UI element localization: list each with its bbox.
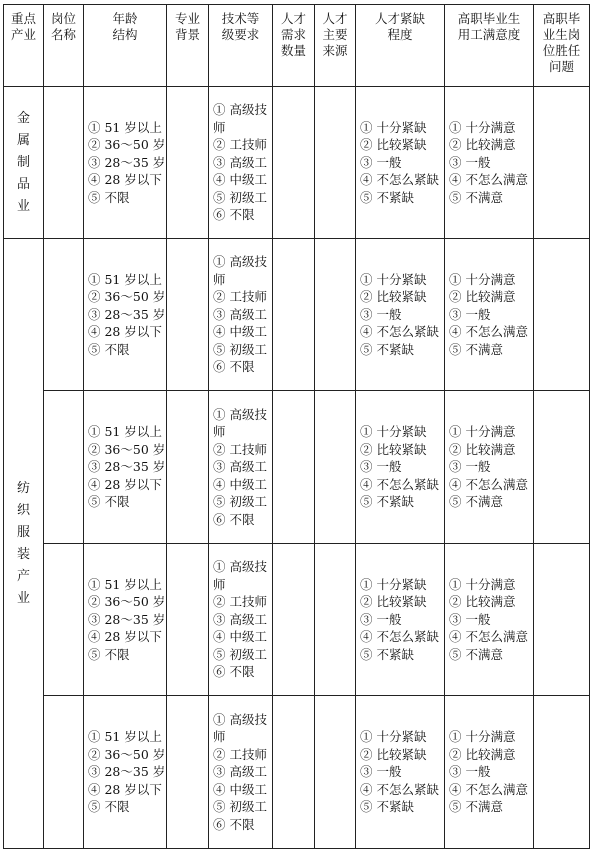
skill-options-option: ⑤ 初级工 (213, 494, 267, 510)
table-row (4, 239, 590, 391)
satisfaction-options-option: ③ 一般 (449, 611, 491, 627)
skill-options-option: ⑤ 初级工 (213, 189, 267, 205)
shortage-options (356, 544, 445, 696)
header-skill: 技术等 级要求 (209, 5, 273, 87)
shortage-options-option: ② 比较紧缺 (360, 137, 427, 153)
header-shortage: 人才紧缺 程度 (356, 5, 445, 87)
header-source: 人才 主要 来源 (315, 5, 356, 87)
skill-options-option: ① 高级技师 (213, 711, 267, 745)
age-options-option: ⑤ 不限 (88, 799, 130, 815)
skill-options-option: ③ 高级工 (213, 459, 267, 475)
age-options-option: ③ 28～35 岁 (88, 764, 166, 780)
shortage-options (356, 239, 445, 391)
major-cell (167, 544, 209, 696)
source-cell (315, 544, 356, 696)
satisfaction-options-option: ② 比较满意 (449, 137, 516, 153)
demand-cell (273, 544, 315, 696)
age-options-option: ② 36～50 岁 (88, 289, 166, 305)
age-options-option: ③ 28～35 岁 (88, 611, 166, 627)
skill-options-option: ② 工技师 (213, 441, 267, 457)
satisfaction-options-option: ① 十分满意 (449, 424, 516, 440)
demand-cell (273, 391, 315, 544)
industry-char: 品 (16, 176, 30, 192)
satisfaction-options-option: ③ 一般 (449, 764, 491, 780)
industry-char: 装 (16, 546, 30, 562)
satisfaction-options-option: ③ 一般 (449, 306, 491, 322)
industry-metal (4, 87, 44, 239)
industry-char: 业 (16, 198, 30, 214)
table-row (4, 87, 590, 239)
shortage-options-option: ① 十分紧缺 (360, 271, 427, 287)
skill-options-option: ① 高级技师 (213, 102, 267, 135)
shortage-options-option: ④ 不怎么紧缺 (360, 629, 439, 645)
age-options-option: ③ 28～35 岁 (88, 459, 166, 475)
shortage-options-option: ① 十分紧缺 (360, 119, 427, 135)
shortage-options-option: ④ 不怎么紧缺 (360, 324, 439, 340)
skill-options-option: ① 高级技师 (213, 406, 267, 440)
age-options (84, 391, 167, 544)
shortage-options-option: ② 比较紧缺 (360, 594, 427, 610)
satisfaction-options-option: ④ 不怎么满意 (449, 476, 528, 492)
satisfaction-options-option: ① 十分满意 (449, 119, 516, 135)
shortage-options-option: ② 比较紧缺 (360, 441, 427, 457)
major-cell (167, 87, 209, 239)
shortage-options-option: ⑤ 不紧缺 (360, 189, 414, 205)
industry-char: 属 (16, 132, 30, 148)
skill-options-option: ④ 中级工 (213, 781, 267, 797)
industry-char: 金 (16, 110, 30, 126)
shortage-options-option: ① 十分紧缺 (360, 576, 427, 592)
skill-options-option: ② 工技师 (213, 289, 267, 305)
header-industry: 重点 产业 (4, 5, 44, 87)
age-options-option: ⑤ 不限 (88, 341, 130, 357)
skill-options-option: ② 工技师 (213, 746, 267, 762)
age-options-option: ② 36～50 岁 (88, 441, 166, 457)
header-competence: 高职毕 业生岗 位胜任 问题 (534, 5, 590, 87)
skill-options-option: ⑥ 不限 (213, 207, 255, 223)
age-options-option: ③ 28～35 岁 (88, 306, 166, 322)
satisfaction-options-option: ① 十分满意 (449, 576, 516, 592)
competence-cell (534, 544, 590, 696)
position-cell (44, 391, 84, 544)
skill-options-option: ⑤ 初级工 (213, 799, 267, 815)
satisfaction-options-option: ⑤ 不满意 (449, 189, 503, 205)
shortage-options-option: ④ 不怎么紧缺 (360, 172, 439, 188)
position-cell (44, 239, 84, 391)
shortage-options-option: ⑤ 不紧缺 (360, 799, 414, 815)
header-major: 专业 背景 (167, 5, 209, 87)
satisfaction-options-option: ① 十分满意 (449, 729, 516, 745)
skill-options-option: ④ 中级工 (213, 324, 267, 340)
skill-options-option: ① 高级技师 (213, 559, 267, 592)
satisfaction-options-option: ① 十分满意 (449, 271, 516, 287)
satisfaction-options (445, 696, 534, 849)
skill-options-option: ⑤ 初级工 (213, 341, 267, 357)
age-options (84, 696, 167, 849)
skill-options-option: ⑥ 不限 (213, 511, 255, 527)
skill-options-option: ⑥ 不限 (213, 664, 255, 680)
age-options (84, 239, 167, 391)
table-row (4, 391, 590, 544)
satisfaction-options-option: ② 比较满意 (449, 441, 516, 457)
skill-options-option: ④ 中级工 (213, 476, 267, 492)
age-options-option: ④ 28 岁以下 (88, 781, 162, 797)
shortage-options (356, 696, 445, 849)
skill-options-option: ① 高级技师 (213, 254, 267, 287)
skill-options (209, 544, 273, 696)
major-cell (167, 696, 209, 849)
shortage-options (356, 87, 445, 239)
shortage-options-option: ① 十分紧缺 (360, 424, 427, 440)
satisfaction-options-option: ② 比较满意 (449, 594, 516, 610)
industry-char: 服 (16, 524, 30, 540)
age-options-option: ④ 28 岁以下 (88, 476, 162, 492)
age-options-option: ② 36～50 岁 (88, 746, 166, 762)
shortage-options-option: ④ 不怎么紧缺 (360, 781, 439, 797)
satisfaction-options-option: ⑤ 不满意 (449, 799, 503, 815)
header-age: 年龄 结构 (84, 5, 167, 87)
source-cell (315, 391, 356, 544)
satisfaction-options-option: ② 比较满意 (449, 289, 516, 305)
table-row (4, 544, 590, 696)
position-cell (44, 696, 84, 849)
header-satisfaction: 高职毕业生 用工满意度 (445, 5, 534, 87)
shortage-options-option: ④ 不怎么紧缺 (360, 476, 439, 492)
satisfaction-options-option: ④ 不怎么满意 (449, 629, 528, 645)
shortage-options-option: ② 比较紧缺 (360, 289, 427, 305)
skill-options-option: ② 工技师 (213, 137, 267, 153)
shortage-options-option: ③ 一般 (360, 459, 402, 475)
skill-options-option: ⑤ 初级工 (213, 646, 267, 662)
age-options-option: ① 51 岁以上 (88, 119, 162, 135)
age-options-option: ⑤ 不限 (88, 646, 130, 662)
demand-cell (273, 239, 315, 391)
age-options-option: ④ 28 岁以下 (88, 172, 162, 188)
shortage-options (356, 391, 445, 544)
age-options-option: ⑤ 不限 (88, 494, 130, 510)
age-options-option: ① 51 岁以上 (88, 424, 162, 440)
satisfaction-options-option: ③ 一般 (449, 459, 491, 475)
shortage-options-option: ① 十分紧缺 (360, 729, 427, 745)
skill-options (209, 391, 273, 544)
shortage-options-option: ⑤ 不紧缺 (360, 494, 414, 510)
industry-char: 制 (16, 154, 30, 170)
skill-options-option: ③ 高级工 (213, 306, 267, 322)
competence-cell (534, 696, 590, 849)
skill-options-option: ③ 高级工 (213, 764, 267, 780)
age-options (84, 87, 167, 239)
age-options-option: ③ 28～35 岁 (88, 154, 166, 170)
age-options-option: ② 36～50 岁 (88, 137, 166, 153)
shortage-options-option: ③ 一般 (360, 306, 402, 322)
source-cell (315, 696, 356, 849)
source-cell (315, 239, 356, 391)
competence-cell (534, 239, 590, 391)
satisfaction-options (445, 239, 534, 391)
skill-options (209, 696, 273, 849)
competence-cell (534, 391, 590, 544)
industry-char: 业 (16, 590, 30, 606)
skill-options-option: ③ 高级工 (213, 154, 267, 170)
age-options-option: ① 51 岁以上 (88, 271, 162, 287)
satisfaction-options-option: ④ 不怎么满意 (449, 781, 528, 797)
satisfaction-options-option: ④ 不怎么满意 (449, 324, 528, 340)
age-options (84, 544, 167, 696)
industry-char: 纺 (16, 480, 30, 496)
satisfaction-options-option: ⑤ 不满意 (449, 494, 503, 510)
satisfaction-options-option: ⑤ 不满意 (449, 646, 503, 662)
skill-options (209, 239, 273, 391)
shortage-options-option: ② 比较紧缺 (360, 746, 427, 762)
shortage-options-option: ③ 一般 (360, 611, 402, 627)
satisfaction-options-option: ⑤ 不满意 (449, 341, 503, 357)
header-position: 岗位 名称 (44, 5, 84, 87)
satisfaction-options-option: ④ 不怎么满意 (449, 172, 528, 188)
skill-options-option: ④ 中级工 (213, 629, 267, 645)
age-options-option: ① 51 岁以上 (88, 729, 162, 745)
competence-cell (534, 87, 590, 239)
header-demand: 人才 需求 数量 (273, 5, 315, 87)
survey-table (3, 4, 590, 849)
industry-char: 产 (16, 568, 30, 584)
source-cell (315, 87, 356, 239)
satisfaction-options-option: ③ 一般 (449, 154, 491, 170)
skill-options-option: ③ 高级工 (213, 611, 267, 627)
header-row (4, 5, 590, 87)
table-row (4, 696, 590, 849)
satisfaction-options (445, 544, 534, 696)
skill-options-option: ② 工技师 (213, 594, 267, 610)
shortage-options-option: ⑤ 不紧缺 (360, 341, 414, 357)
shortage-options-option: ⑤ 不紧缺 (360, 646, 414, 662)
industry-char: 织 (16, 502, 30, 518)
satisfaction-options (445, 391, 534, 544)
industry-textile (4, 239, 44, 849)
shortage-options-option: ③ 一般 (360, 154, 402, 170)
demand-cell (273, 696, 315, 849)
skill-options-option: ⑥ 不限 (213, 816, 255, 832)
age-options-option: ④ 28 岁以下 (88, 629, 162, 645)
satisfaction-options (445, 87, 534, 239)
major-cell (167, 391, 209, 544)
major-cell (167, 239, 209, 391)
skill-options-option: ⑥ 不限 (213, 359, 255, 375)
skill-options-option: ④ 中级工 (213, 172, 267, 188)
age-options-option: ④ 28 岁以下 (88, 324, 162, 340)
skill-options (209, 87, 273, 239)
shortage-options-option: ③ 一般 (360, 764, 402, 780)
age-options-option: ⑤ 不限 (88, 189, 130, 205)
age-options-option: ② 36～50 岁 (88, 594, 166, 610)
position-cell (44, 87, 84, 239)
age-options-option: ① 51 岁以上 (88, 576, 162, 592)
demand-cell (273, 87, 315, 239)
position-cell (44, 544, 84, 696)
satisfaction-options-option: ② 比较满意 (449, 746, 516, 762)
